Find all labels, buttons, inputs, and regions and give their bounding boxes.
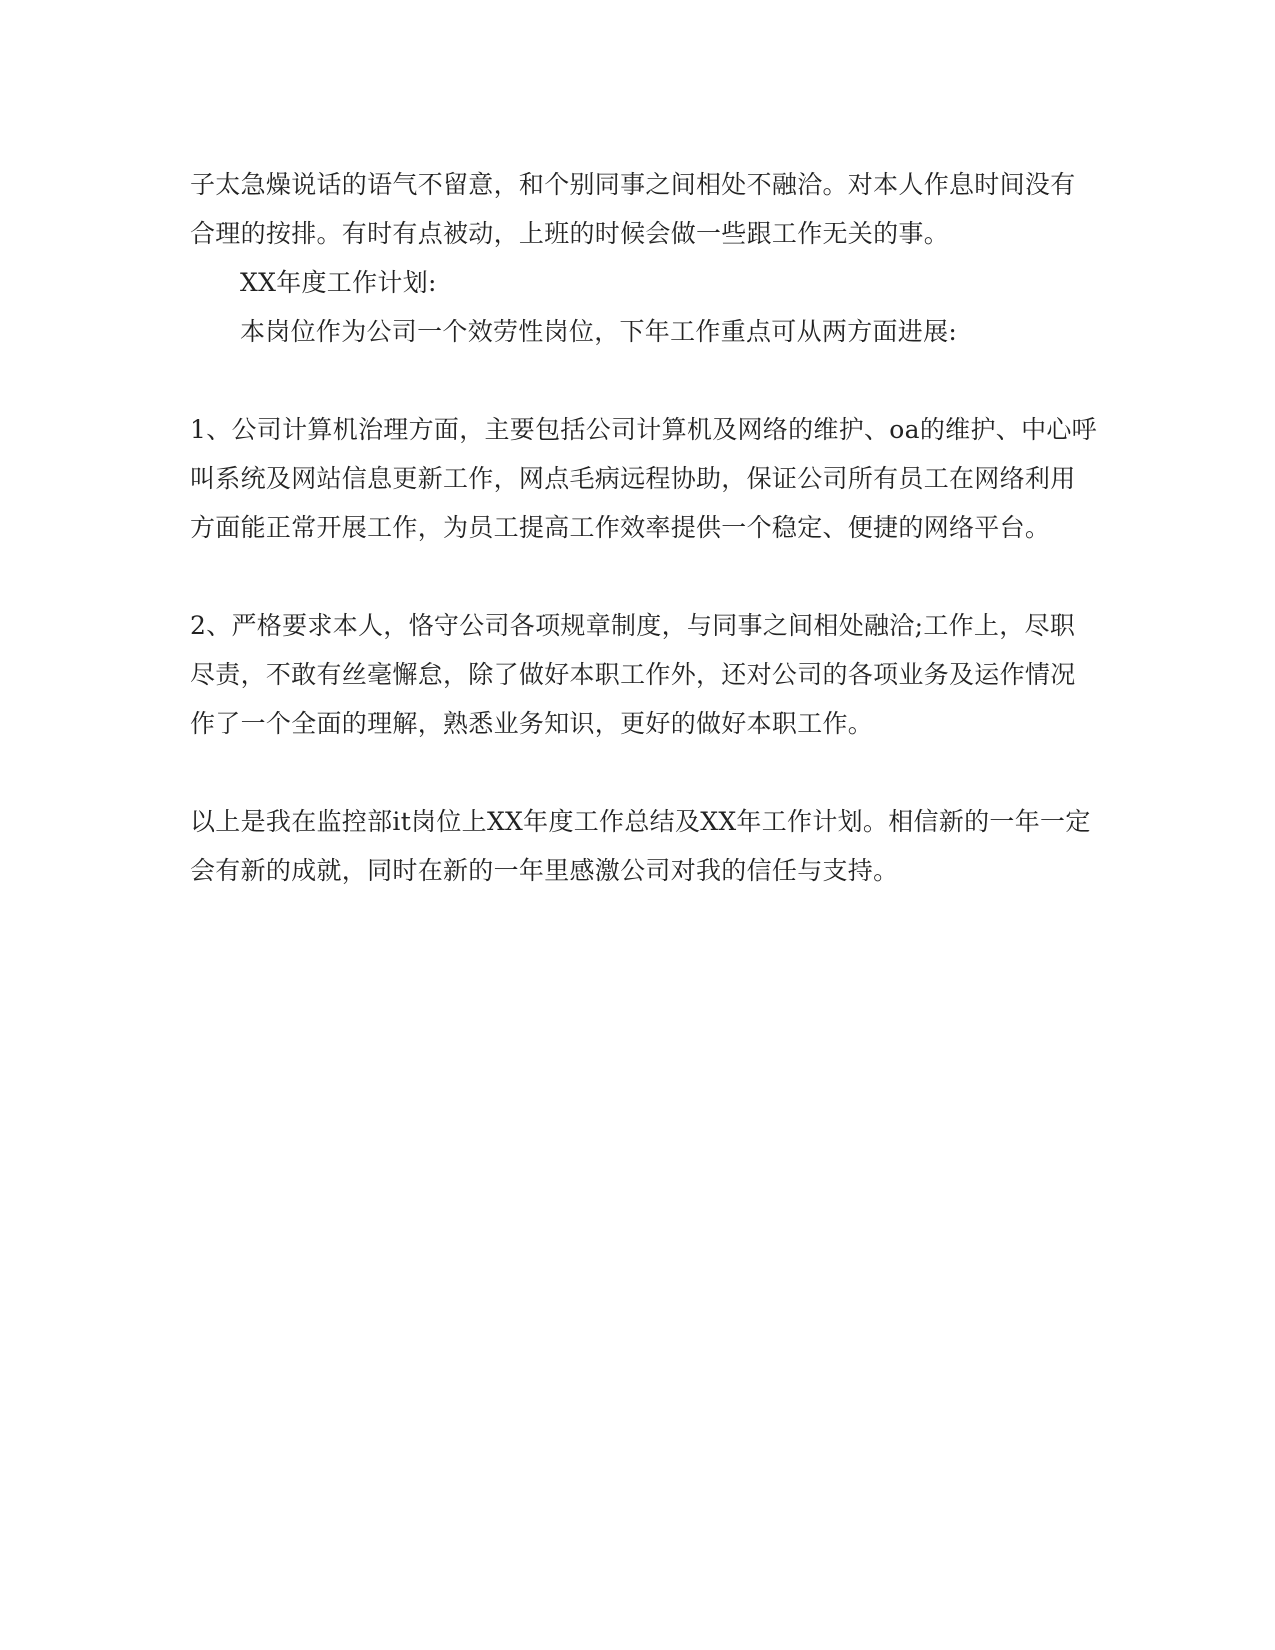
- text-line: 2、严格要求本人，恪守公司各项规章制度，与同事之间相处融洽;工作上，尽职: [190, 611, 1076, 640]
- text-line: 会有新的成就，同时在新的一年里感激公司对我的信任与支持。: [190, 856, 899, 885]
- document-body: [190, 160, 1097, 895]
- text-line: 以上是我在监控部it岗位上XX年度工作总结及XX年工作计划。相信新的一年一定: [190, 807, 1091, 836]
- text-line: 叫系统及网站信息更新工作，网点毛病远程协助，保证公司所有员工在网络利用: [190, 464, 1076, 493]
- text-line: 1、公司计算机治理方面，主要包括公司计算机及网络的维护、oa的维护、中心呼: [190, 415, 1097, 444]
- plan-item-2: [190, 601, 1080, 748]
- conclusion-paragraph: [190, 797, 1091, 895]
- plan-intro: 本岗位作为公司一个效劳性岗位，下年工作重点可从两方面进展:: [240, 317, 958, 346]
- text-line: 作了一个全面的理解，熟悉业务知识，更好的做好本职工作。: [190, 709, 874, 738]
- text-line: 子太急燥说话的语气不留意，和个别同事之间相处不融洽。对本人作息时间没有: [190, 170, 1076, 199]
- paragraph-work-shortcomings: [190, 160, 1080, 258]
- text-line: 合理的按排。有时有点被动，上班的时候会做一些跟工作无关的事。: [190, 219, 950, 248]
- plan-item-1: [190, 405, 1097, 552]
- plan-heading: XX年度工作计划:: [240, 268, 437, 297]
- text-line: 方面能正常开展工作，为员工提高工作效率提供一个稳定、便捷的网络平台。: [190, 513, 1051, 542]
- text-line: 尽责，不敢有丝毫懈怠，除了做好本职工作外，还对公司的各项业务及运作情况: [190, 660, 1076, 689]
